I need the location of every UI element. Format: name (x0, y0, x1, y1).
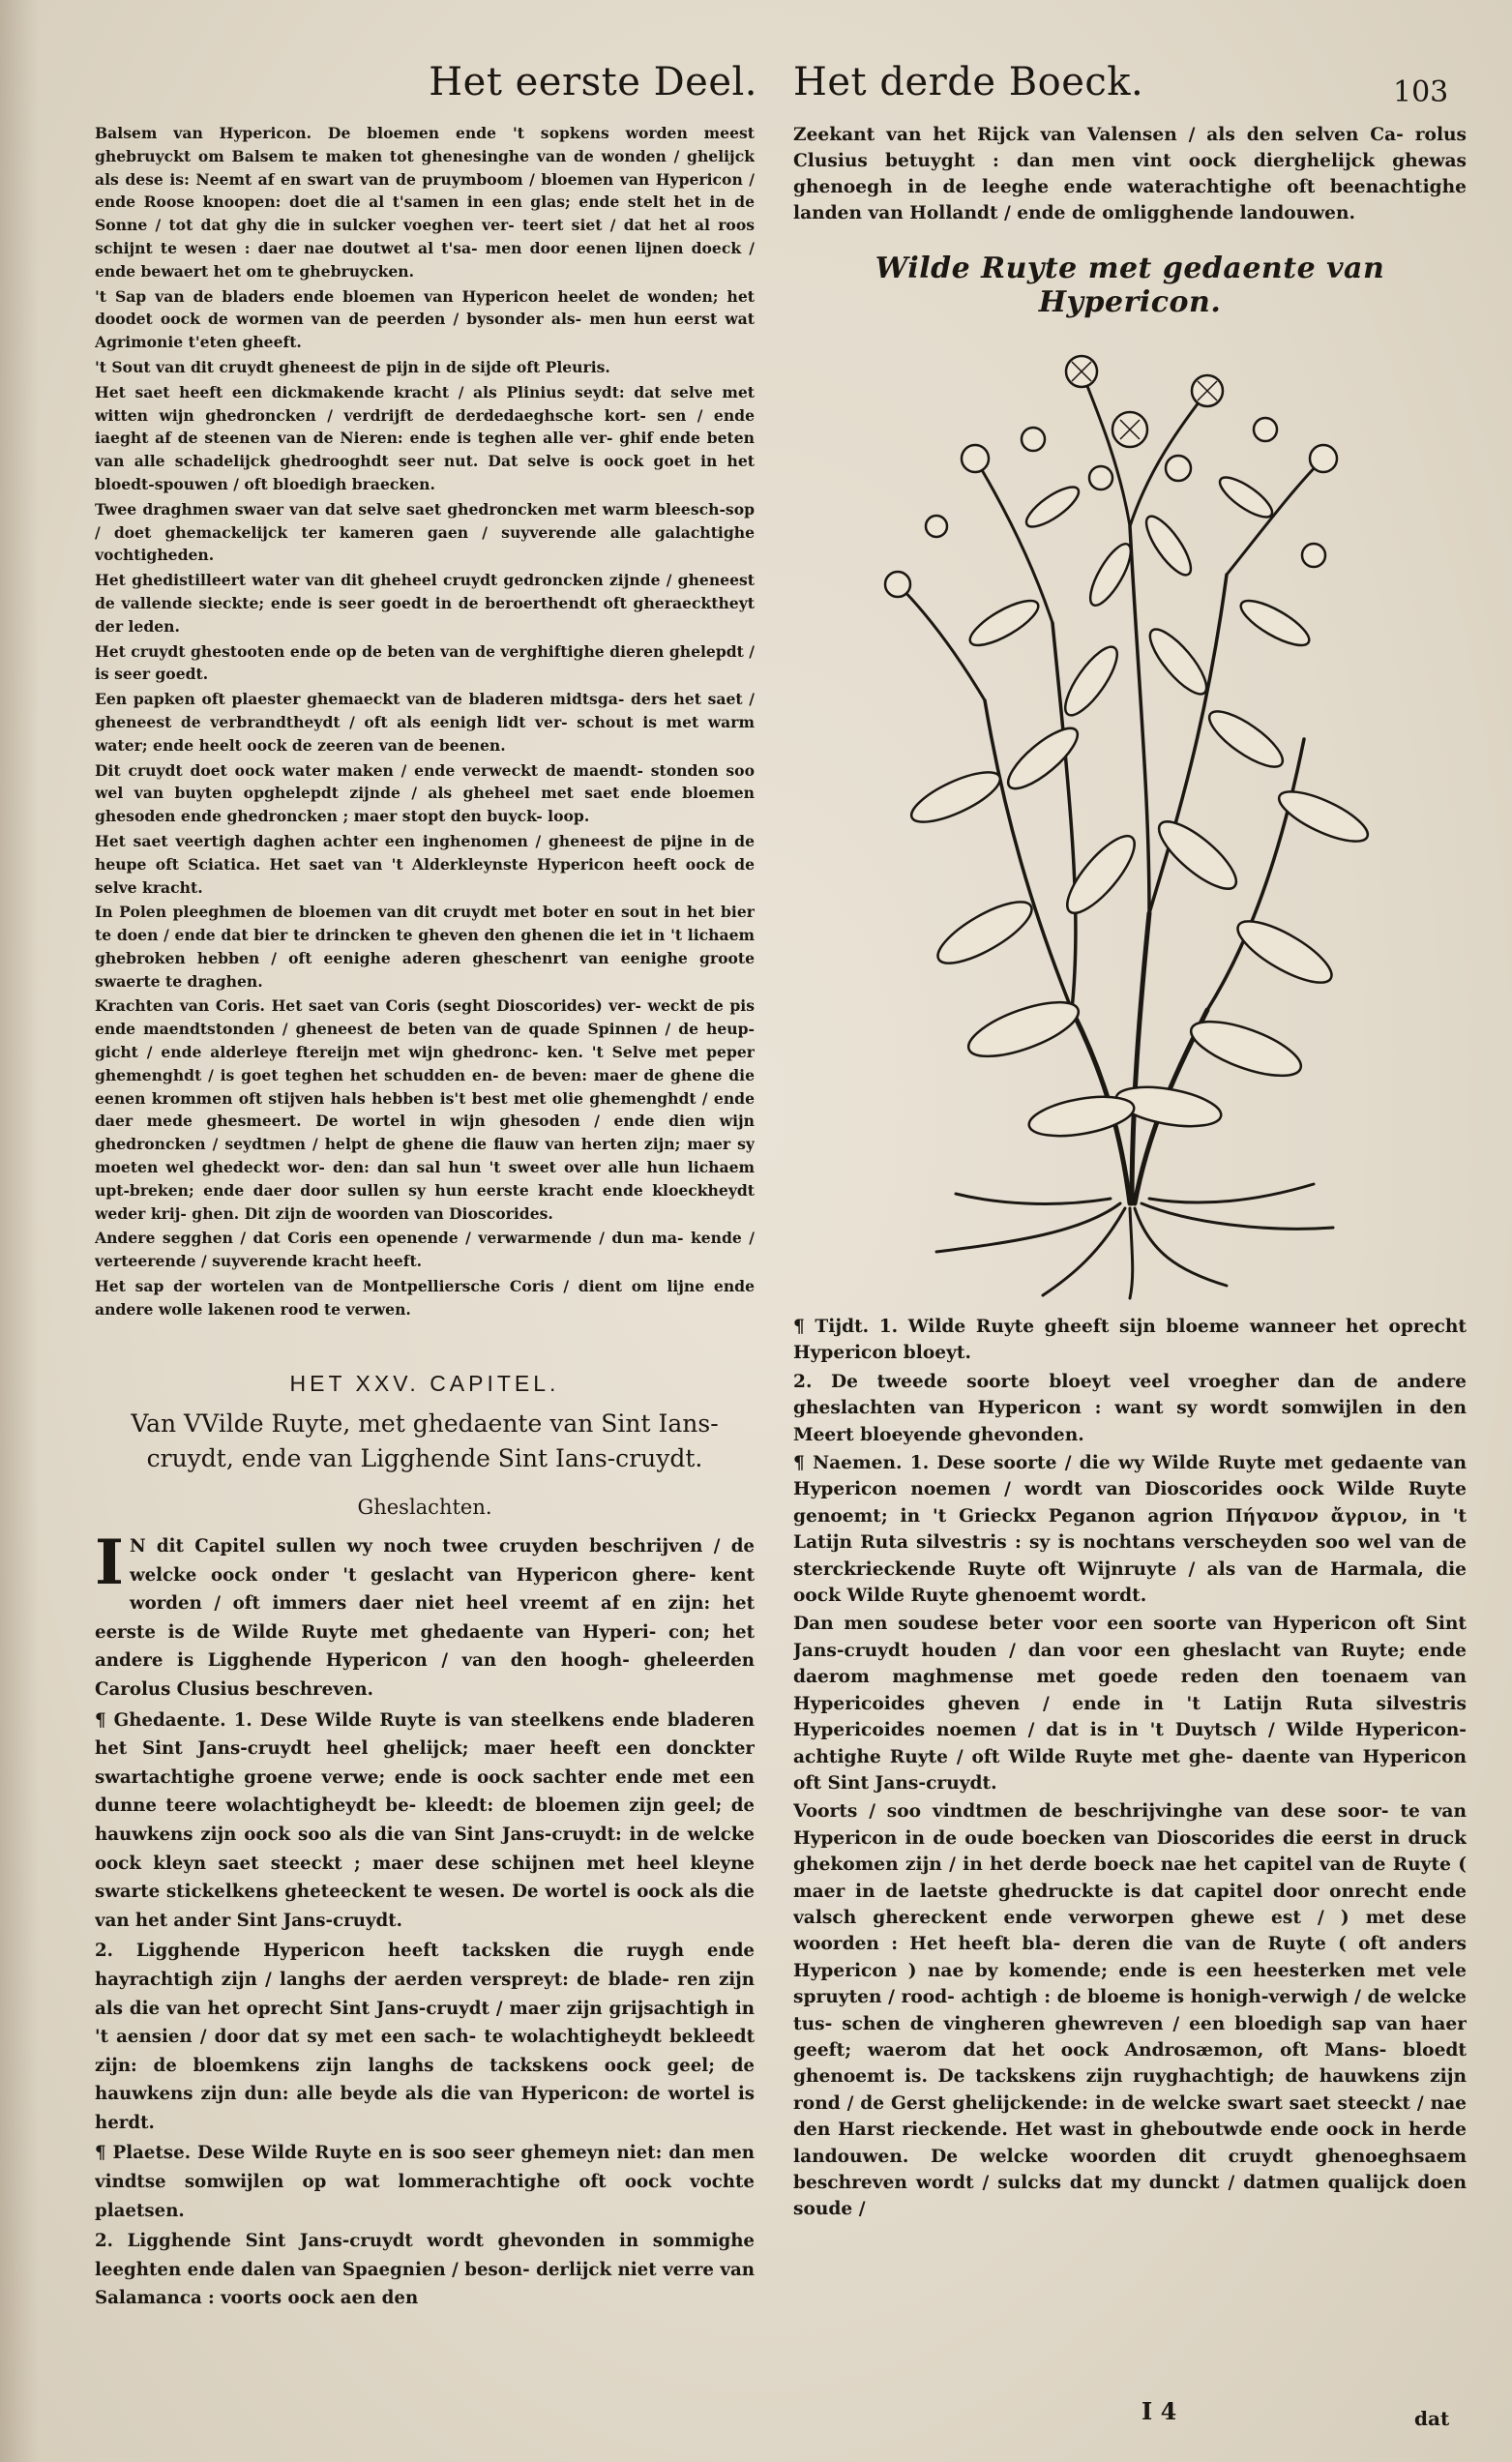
paragraph: Dan men soudese beter voor een soorte van Hypericon oft Sint Jans-cruydt houden / dan voor een gheslacht van Ruyte; ende daerom maghmense met goede reden den toenaem van Hypericoides gheven / ende in 't Latijn Ruta silvestris Hypericoides noemen / dat is in 't Duytsch / Wilde Hypericon-achtighe Ruyte / oft Wilde Ruyte met ghe- daente van Hypericon oft Sint Jans-cruydt. (793, 1614, 1467, 1794)
paragraph: ¶ Naemen. 1. Dese soorte / die wy Wilde Ruyte met gedaente van Hypericon noemen / wordt van Dioscorides oock Wilde Ruyte genoemt; in 't Grieckx Peganon agrion Πήγανον ἄγριον, in 't Latijn Ruta silvestris : sy is nochtans verscheyden soo wel van de sterckrieckende Ruyte oft Wijnruyte / als van de Harmala, die oock Wilde Ruyte ghenoemt wordt. (793, 1453, 1467, 1607)
paragraph: Balsem van Hypericon. De bloemen ende 't sopkens worden meest ghebruyckt om Balsem te maken tot ghenesinghe van de wonden / ghelijck als dese is: Neemt af en swart van de pruymboom / bloemen van Hypericon / ende Roose knoopen: doet die al t'samen in een glas; ende stelt het in de Sonne / tot dat ghy die in sulcker voeghen ver- teert siet / dat het al roos schijnt te wesen : daer nae doutwet al t'sa- men door eenen lijnen doeck / ende bewaert het om te ghebruycken. (95, 124, 755, 281)
binding-shadow (0, 0, 39, 2462)
catchword: dat (1414, 2407, 1450, 2430)
paragraph: Het ghedistilleert water van dit gheheel cruydt gedroncken zijnde / gheneest de vallende sieckte; ende is seer goedt in de beroerthendt oft gheraecktheyt der leden. (95, 571, 755, 636)
plant-caption: Wilde Ruyte met gedaente van Hypericon. (875, 252, 1385, 319)
running-header (0, 60, 1512, 118)
plant-woodcut-illustration (859, 333, 1401, 1300)
signature-mark: I 4 (1141, 2397, 1177, 2425)
right-bottom-text (793, 1314, 1467, 2223)
paragraph: Twee draghmen swaer van dat selve saet ghedroncken met warm bleesch-sop / doet ghemackelijck ter kameren gaen / suyverende alle galachtighe vochtigheden. (95, 499, 755, 565)
plant-woodcut-icon (859, 333, 1401, 1300)
paragraph: ¶ Ghedaente. 1. Dese Wilde Ruyte is van steelkens ende bladeren het Sint Jans-cruydt heel ghelijck; maer heeft een donckter swartachtighe groene verwe; ende is oock sachter ende met een dunne teere wolachtigheydt be- kleedt: de bloemen zijn geel; de hauwkens zijn oock soo als die van Sint Jans-cruydt: in de welcke oock kleyn saet steeckt ; maer dese schijnen met heel kleyne swarte stickelkens gheteeckent te wesen. De wortel is oock als die van het ander Sint Jans-cruydt. (95, 1709, 755, 1931)
paragraph: 2. De tweede soorte bloeyt veel vroegher dan de andere gheslachten van Hypericon : want sy wordt somwijlen in den Meert bloeyende ghevonden. (793, 1371, 1467, 1445)
paragraph: 2. Ligghende Hypericon heeft tacksken die ruygh ende hayrachtigh zijn / langhs der aerden verspreyt: de blade- ren zijn als die van het oprecht Sint Jans-cruydt / maer zijn grijsachtigh in 't aensien / door dat sy met een sach- te wolachtigheydt bekleedt zijn: de bloemkens zijn langhs de tackskens oock geel; de hauwkens zijn dun: alle beyde als die van Hypericon: de wortel is herdt. (95, 1941, 755, 2133)
left-bottom-text (95, 1527, 755, 2313)
paragraph: 't Sap van de bladers ende bloemen van Hypericon heelet de wonden; het doodet oock de wormen van de peerden / bysonder als- men hun eerst wat Agrimonie t'eten gheeft. (95, 286, 755, 352)
paragraph (95, 1527, 755, 1705)
drop-cap: I (95, 1527, 124, 1599)
section-label: Gheslachten. (357, 1496, 492, 1519)
chapter-heading: HET XXV. CAPITEL. (289, 1371, 560, 1396)
header-left-title: Het eerste Deel. (429, 60, 757, 104)
paragraph: In Polen pleeghmen de bloemen van dit cruydt met boter en sout in het bier te doen / ende dat bier te drincken te gheven den ghenen die iet in 't lichaem ghebroken hebben / oft eenighe aderen gheschenrt van eenighe groote swaerte te draghen. (95, 903, 755, 991)
chapter-title: Van VVilde Ruyte, met ghedaente van Sint Ians- cruydt, ende van Ligghende Sint Ians-cruydt. (131, 1409, 719, 1472)
header-right-title: Het derde Boeck. (793, 60, 1144, 104)
paragraph: ¶ Tijdt. 1. Wilde Ruyte gheeft sijn bloeme wanneer het oprecht Hypericon bloeyt. (793, 1317, 1467, 1364)
left-top-text (95, 122, 755, 1346)
right-top-text: Zeekant van het Rijck van Valensen / als den selven Ca- rolus Clusius betuyght : dan men vint oock dierghelijck ghewas ghenoegh in de leeghe ende waterachtighe oft beenachtighe landen van Hollandt / ende de omligghende landouwen. (793, 125, 1467, 223)
paragraph: ¶ Plaetse. Dese Wilde Ruyte en is soo seer ghemeyn niet: dan men vindtse somwijlen op wat lommerachtighe oft oock vochte plaetsen. (95, 2143, 755, 2221)
right-column (793, 122, 1467, 2405)
paragraph: Een papken oft plaester ghemaeckt van de bladeren midtsga- ders het saet / gheneest de verbrandtheydt / oft als eenigh lidt ver- schout is met warm water; ende heelt oock de zeeren van de beenen. (95, 690, 755, 755)
paragraph: 't Sout van dit cruydt gheneest de pijn in de sijde oft Pleuris. (95, 357, 610, 376)
paragraph: Voorts / soo vindtmen de beschrijvinghe van dese soor- te van Hypericon in de oude boecken van Dioscorides die eerst in druck ghekomen zijn / in het derde boeck nae het capitel van de Ruyte ( maer in de laetste ghedruckte is dat capitel door onrecht ende valsch ghereckent ende verworpen ghewe est / ) met dese woorden : Het heeft bla- deren die van de Ruyte ( oft anders Hypericon ) nae by komende; ende is een heesterken met vele spruyten / rood- achtigh : de bloeme is honigh-verwigh / de welcke tus- schen de vingheren ghewreven / een bloedigh sap van haer geeft; waerom dat het oock Androsæmon, oft Mans- bloedt ghenoemt is. De tackskens zijn ruyghachtigh; de hauwkens zijn rond / de Gerst ghelijckende: in de welcke swart saet steeckt / nae den Harst rieckende. Het wast in gheboutwde ende oock in herde landouwen. De welcke woorden dit cruydt ghenoeghsaem beschreven wordt / sulcks dat my dunckt / datmen qualijck doen soude / (793, 1801, 1467, 2220)
paragraph: Het saet veertigh daghen achter een inghenomen / gheneest de pijne in de heupe oft Sciatica. Het saet van 't Alderkleynste Hypericon heeft oock de selve kracht. (95, 831, 755, 897)
paragraph-text: N dit Capitel sullen wy noch twee cruyden beschrijven / de welcke oock onder 't geslacht van Hypericon ghere- kent worden / oft immers daer niet heel vreemt af en zijn: het eerste is de Wilde Ruyte met ghedaente van Hyperi- con; het andere is Ligghende Hypericon / van den hoogh- gheleerden Carolus Clusius beschreven. (95, 1536, 755, 1700)
paragraph: Krachten van Coris. Het saet van Coris (seght Dioscorides) ver- weckt de pis ende maendtstonden / gheneest de beten van de quade Spinnen / de heup-gicht / ende alderleye ftereijn met wijn ghedronc- ken. 't Selve met peper ghemenghdt / is goet teghen het schudden en- de beven: maer de ghene die eenen krommen oft stijven hals hebben is't best met olie ghemenghdt / ende daer mede ghesmeert. De wortel in wijn ghesoden / ende dien wijn ghedroncken / seydtmen / helpt de ghene die flauw van herten zijn; maer sy moeten wel ghedeckt wor- den: dan sal hun 't sweet over alle hun lichaem upt-breken; ende daer door sullen sy hun eerste kracht ende kloeckheydt weder krij- ghen. Dit zijn de woorden van Dioscorides. (95, 996, 755, 1223)
paragraph: Dit cruydt doet oock water maken / ende verweckt de maendt- stonden soo wel van buyten opghelepdt zijnde / als gheheel met saet ende bloemen ghesoden ende ghedroncken ; maer stopt den buyck- loop. (95, 760, 755, 826)
paragraph: Het saet heeft een dickmakende kracht / als Plinius seydt: dat selve met witten wijn ghedroncken / verdrijft de derdedaeghsche kort- sen / ende iaeght af de steenen van de Nieren: ende is teghen alle ver- ghif ende beten van alle schadelijck ghedrooghdt seer nut. Dat selve is oock goet in het bloedt-spouwen / oft bloedigh braecken. (95, 382, 755, 493)
left-column (95, 122, 755, 2366)
page-number: 103 (1393, 75, 1449, 109)
paragraph: Het cruydt ghestooten ende op de beten van de verghiftighe dieren ghelepdt / is seer goedt. (95, 641, 755, 684)
paragraph: Het sap der wortelen van de Montpelliersche Coris / dient om lijne ende andere wolle lakenen rood te verwen. (95, 1277, 755, 1319)
paragraph: Andere segghen / dat Coris een openende / verwarmende / dun ma- kende / verteerende / suyverende kracht heeft. (95, 1229, 755, 1271)
paragraph: 2. Ligghende Sint Jans-cruydt wordt ghevonden in sommighe leeghten ende dalen van Spaegnien / beson- derlijck niet verre van Salamanca : voorts oock aen den (95, 2231, 755, 2309)
